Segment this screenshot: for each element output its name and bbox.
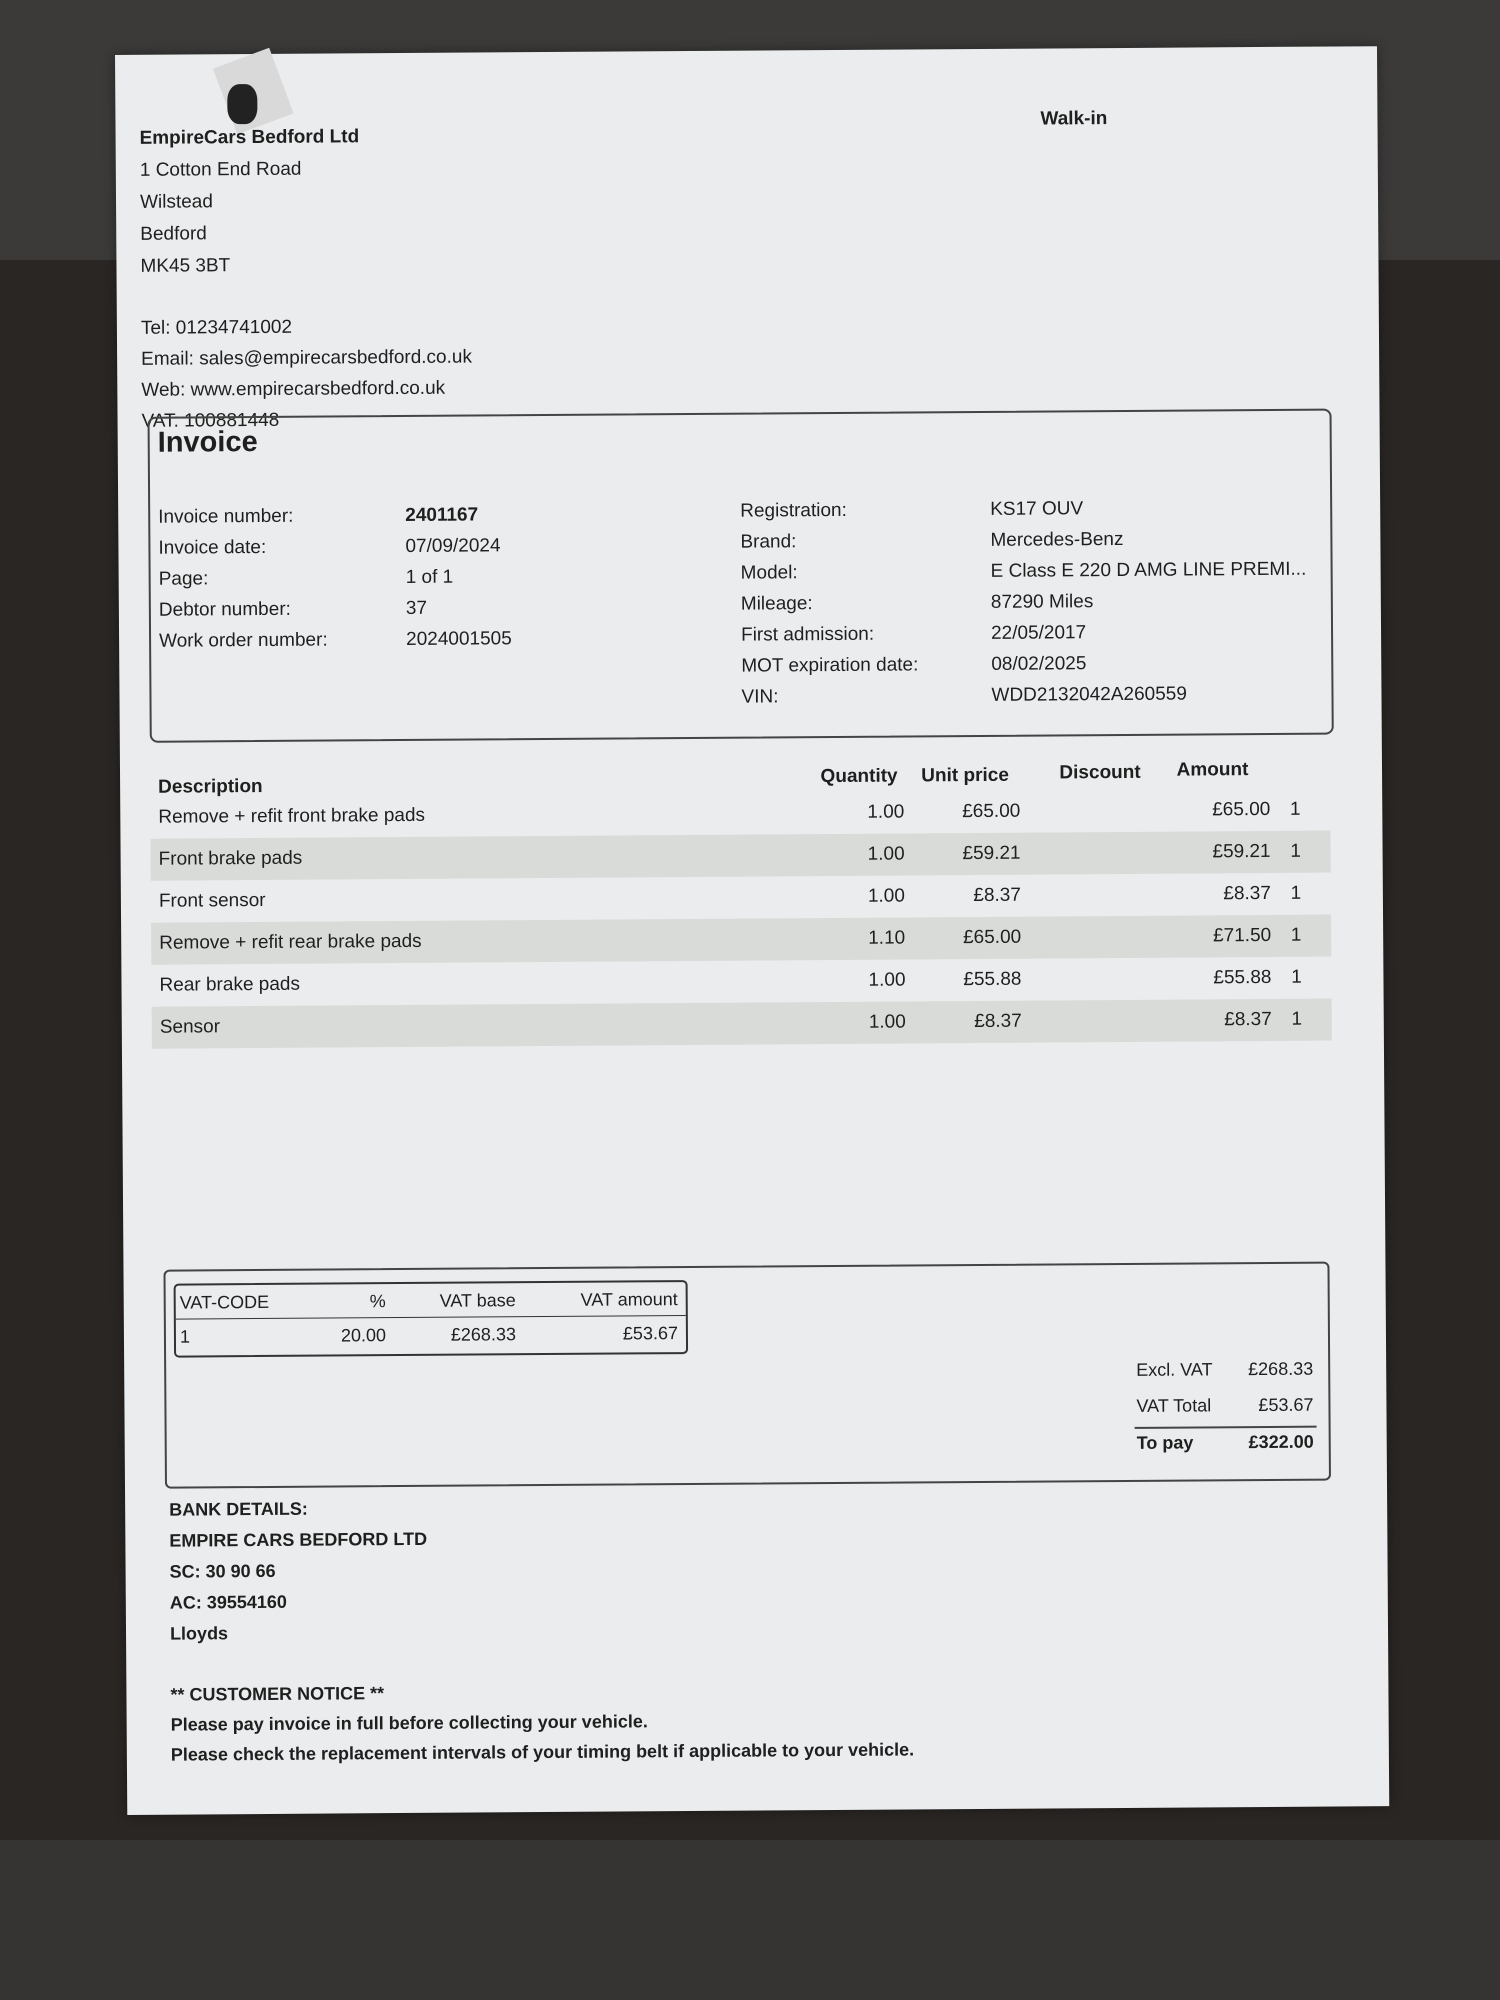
item-unit-price: £65.00 [962, 926, 1022, 949]
vat-total-label: VAT Total [1136, 1395, 1212, 1416]
item-vat-code: 1 [1290, 882, 1302, 904]
vat-amount-value: £53.67 [622, 1323, 679, 1344]
vat-code-header: VAT-CODE [179, 1291, 270, 1313]
item-description: Front brake pads [158, 847, 303, 870]
bank-account-number: AC: 39554160 [169, 1591, 287, 1613]
item-description: Remove + refit front brake pads [158, 804, 426, 828]
company-block [139, 121, 360, 283]
invoice-sheet [115, 46, 1389, 1815]
customer-notice [170, 1674, 914, 1769]
header-discount: Discount [1059, 761, 1141, 784]
notice-heading: ** CUSTOMER NOTICE ** [170, 1683, 385, 1705]
bank-heading: BANK DETAILS: [169, 1498, 308, 1520]
brand-label: Brand: [740, 531, 797, 553]
work-order-value: 2024001505 [406, 628, 512, 650]
vin-value: WDD2132042A260559 [991, 683, 1187, 706]
item-vat-code: 1 [1290, 924, 1302, 946]
bank-account-name: EMPIRE CARS BEDFORD LTD [169, 1528, 428, 1551]
registration-label: Registration: [740, 499, 847, 522]
item-unit-price: £8.37 [973, 884, 1021, 907]
item-quantity: 1.00 [867, 843, 905, 865]
vat-base-value: £268.33 [450, 1324, 517, 1345]
vat-number: VAT: 100881448 [141, 409, 280, 432]
mot-expiration-value: 08/02/2025 [991, 653, 1087, 675]
model-label: Model: [740, 562, 798, 584]
company-name: EmpireCars Bedford Ltd [139, 126, 360, 149]
work-order-label: Work order number: [159, 629, 328, 652]
address-line: 1 Cotton End Road [139, 158, 302, 181]
item-description: Front sensor [158, 889, 266, 912]
mileage-value: 87290 Miles [990, 591, 1094, 613]
model-value: E Class E 220 D AMG LINE PREMI... [990, 558, 1307, 582]
telephone: Tel: 01234741002 [140, 316, 293, 339]
item-description: Sensor [159, 1016, 221, 1038]
item-vat-code: 1 [1291, 1008, 1303, 1030]
item-quantity: 1.00 [868, 969, 906, 991]
item-description: Remove + refit rear brake pads [159, 930, 422, 954]
debtor-number-value: 37 [405, 597, 428, 619]
vat-total-value: £53.67 [1258, 1394, 1314, 1416]
vat-table [174, 1280, 689, 1358]
vat-table-row [176, 1316, 686, 1354]
address-line: Bedford [140, 223, 207, 245]
mot-expiration-label: MOT expiration date: [741, 654, 919, 677]
item-quantity: 1.00 [867, 801, 905, 823]
first-admission-label: First admission: [740, 623, 875, 646]
item-amount: £8.37 [1224, 1008, 1272, 1031]
item-unit-price: £8.37 [974, 1010, 1022, 1033]
to-pay-label: To pay [1136, 1432, 1194, 1453]
excl-vat-value: £268.33 [1248, 1358, 1314, 1380]
page-label: Page: [158, 568, 209, 590]
bank-name: Lloyds [169, 1623, 229, 1644]
item-amount: £71.50 [1212, 924, 1272, 947]
table-row [152, 999, 1332, 1049]
bank-details [169, 1493, 428, 1650]
registration-value: KS17 OUV [990, 498, 1084, 520]
item-quantity: 1.00 [868, 1011, 906, 1033]
item-quantity: 1.00 [867, 885, 905, 907]
item-unit-price: £59.21 [962, 842, 1021, 865]
vat-amount-header: VAT amount [580, 1289, 678, 1310]
item-amount: £55.88 [1213, 966, 1272, 989]
item-amount: £65.00 [1212, 798, 1271, 821]
item-amount: £8.37 [1223, 882, 1271, 905]
address-line: Wilstead [139, 191, 213, 213]
bank-sort-code: SC: 30 90 66 [169, 1560, 276, 1582]
pin-mark [227, 84, 257, 124]
invoice-date-label: Invoice date: [158, 536, 267, 559]
item-description: Rear brake pads [159, 973, 301, 996]
vat-percent-header: % [369, 1291, 386, 1312]
invoice-number-value: 2401167 [405, 504, 479, 526]
line-items-table [150, 757, 1330, 1038]
background-bottom [0, 1840, 1500, 2000]
invoice-date-value: 07/09/2024 [405, 535, 501, 557]
item-amount: £59.21 [1212, 840, 1271, 863]
totals-box [163, 1262, 1331, 1489]
vin-label: VIN: [741, 686, 779, 708]
item-unit-price: £55.88 [963, 968, 1022, 991]
item-vat-code: 1 [1291, 966, 1302, 988]
invoice-number-label: Invoice number: [158, 505, 294, 528]
vat-percent-value: 20.00 [340, 1325, 387, 1346]
item-vat-code: 1 [1289, 798, 1301, 820]
brand-value: Mercedes-Benz [990, 528, 1124, 551]
vat-table-header [176, 1282, 686, 1320]
first-admission-value: 22/05/2017 [990, 622, 1087, 644]
vat-base-header: VAT base [439, 1290, 516, 1311]
header-quantity: Quantity [820, 765, 898, 788]
vat-code-value: 1 [179, 1326, 191, 1347]
mileage-label: Mileage: [740, 593, 813, 615]
walk-in-label: Walk-in [1040, 108, 1108, 130]
notice-line: Please pay invoice in full before collecting your vehicle. [170, 1711, 648, 1735]
header-unit-price: Unit price [921, 764, 1009, 787]
website: Web: www.empirecarsbedford.co.uk [141, 377, 446, 401]
excl-vat-label: Excl. VAT [1136, 1359, 1213, 1380]
item-unit-price: £65.00 [962, 800, 1021, 823]
to-pay-value: £322.00 [1248, 1431, 1314, 1453]
debtor-number-label: Debtor number: [158, 598, 291, 621]
notice-line: Please check the replacement intervals of your timing belt if applicable to your vehicle. [170, 1739, 915, 1765]
item-vat-code: 1 [1290, 840, 1301, 862]
item-quantity: 1.10 [868, 927, 906, 949]
header-description: Description [158, 775, 263, 798]
address-line: MK45 3BT [140, 255, 231, 277]
invoice-info-box [148, 409, 1334, 743]
email: Email: sales@empirecarsbedford.co.uk [141, 346, 473, 370]
invoice-title: Invoice [157, 426, 258, 459]
totals-divider [1135, 1426, 1317, 1429]
header-amount: Amount [1176, 759, 1249, 781]
page-value: 1 of 1 [405, 566, 454, 588]
